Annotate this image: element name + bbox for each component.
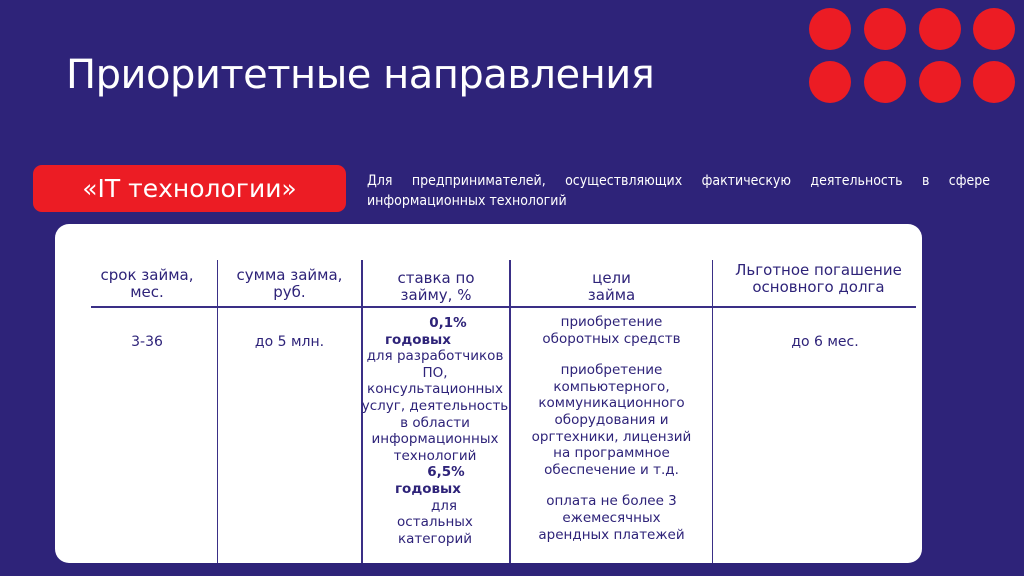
purpose-line: оплата не более 3 — [546, 493, 677, 510]
header-purpose-line2: займа — [587, 286, 636, 304]
rate1-value: 0,1% — [429, 315, 467, 331]
dot-icon — [973, 8, 1015, 50]
program-badge: «IT технологии» — [33, 165, 346, 212]
column-divider — [217, 260, 218, 563]
purpose-line: обеспечение и т.д. — [544, 461, 679, 478]
rate1-line: ПО, — [422, 364, 448, 381]
rate-value — [355, 315, 515, 547]
rate1-line: технологий — [393, 447, 477, 464]
dot-icon — [809, 8, 851, 50]
header-term-line2: мес. — [130, 283, 164, 301]
rate2-value: 6,5% — [427, 464, 465, 481]
rate2-line: категорий — [397, 530, 473, 547]
rate2-unit: годовых — [395, 480, 461, 497]
dot-icon — [973, 61, 1015, 103]
dot-icon — [919, 61, 961, 103]
term-value: 3-36 — [131, 334, 163, 350]
amount-value: до 5 млн. — [254, 334, 325, 350]
header-grace-line1: Льготное погашение — [735, 261, 902, 279]
dot-icon — [864, 8, 906, 50]
page-title: Приоритетные направления — [66, 52, 655, 98]
program-description: Для предпринимателей, осуществляющих фактическую деятельность в сфере информационных технологий — [367, 173, 990, 209]
purpose-line: приобретение — [560, 314, 663, 330]
decorative-dots — [809, 8, 1019, 104]
purpose-line: приобретение — [560, 362, 663, 379]
purpose-line: коммуникационного — [538, 395, 685, 412]
rate2-line: для — [430, 497, 458, 514]
rate2-line: остальных — [397, 514, 473, 531]
header-amount — [218, 267, 361, 301]
header-rate-line2: займу, % — [400, 286, 472, 304]
rate1-line: услуг, деятельность — [361, 397, 509, 414]
rate1-line: консультационных — [367, 381, 503, 398]
header-purpose-line1: цели — [592, 269, 631, 287]
header-amount-line1: сумма займа, — [236, 266, 343, 284]
header-divider — [91, 306, 916, 308]
header-grace-line2: основного долга — [752, 278, 885, 296]
purpose-line: оборудования и — [554, 411, 669, 428]
dot-icon — [809, 61, 851, 103]
grace-value: до 6 мес. — [791, 334, 859, 350]
dot-icon — [919, 8, 961, 50]
purpose-line: оборотных средств — [542, 330, 681, 347]
rate1-line: в области — [400, 414, 470, 431]
purpose-line: компьютерного, — [553, 378, 670, 395]
header-grace — [713, 262, 924, 296]
header-term-line1: срок займа, — [100, 266, 194, 284]
header-rate-line1: ставка по — [397, 269, 475, 287]
purpose-value — [511, 314, 712, 543]
column-divider — [712, 260, 713, 563]
loan-terms-table — [55, 224, 922, 563]
header-amount-line2: руб. — [273, 283, 306, 301]
header-rate — [363, 270, 509, 304]
rate1-unit: годовых — [385, 331, 451, 348]
rate1-line: для разработчиков — [366, 348, 504, 365]
purpose-line: ежемесячных — [562, 509, 661, 526]
header-term — [77, 267, 217, 301]
dot-icon — [864, 61, 906, 103]
purpose-line: на программное — [553, 445, 670, 462]
purpose-line: оргтехники, лицензий — [531, 428, 692, 445]
header-purpose — [511, 270, 712, 304]
rate1-line: информационных — [371, 431, 499, 448]
purpose-line: арендных платежей — [538, 526, 685, 543]
